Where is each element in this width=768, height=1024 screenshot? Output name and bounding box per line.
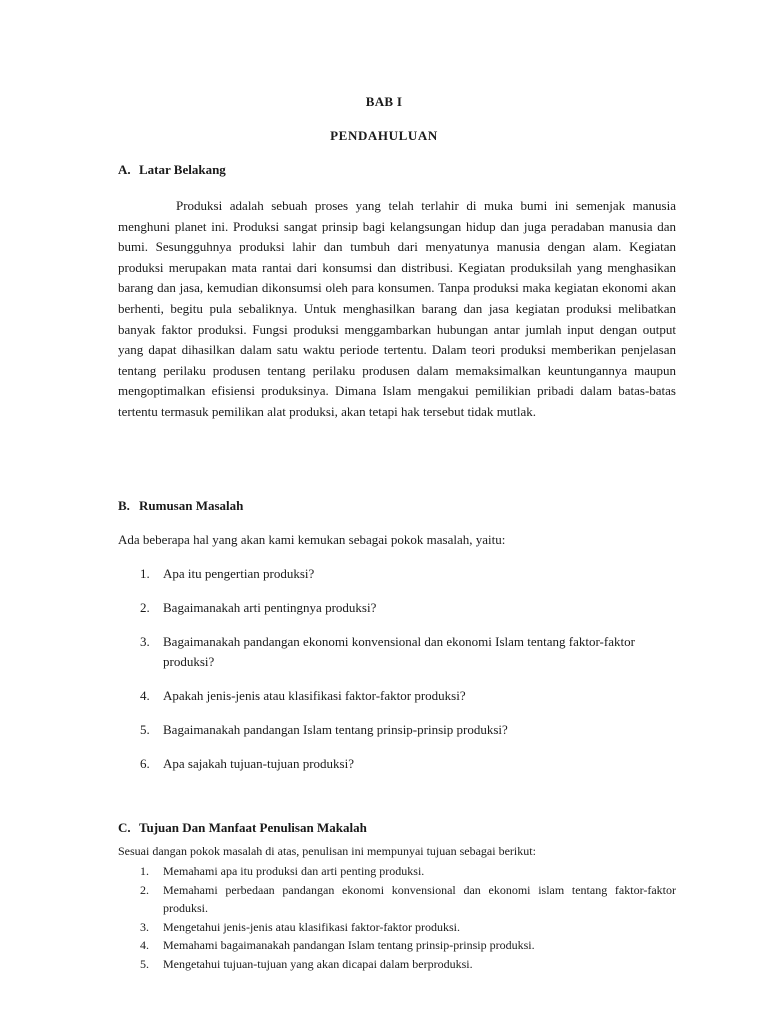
list-text: Apa sajakah tujuan-tujuan produksi? xyxy=(163,756,354,771)
list-text: Bagaimanakah arti pentingnya produksi? xyxy=(163,600,377,615)
list-text: Bagaimanakah pandangan ekonomi konvensional dan ekonomi Islam tentang faktor-faktor produksi? xyxy=(163,634,635,669)
section-b-intro: Ada beberapa hal yang akan kami kemukan sebagai pokok masalah, yaitu: xyxy=(118,532,506,547)
section-a-heading xyxy=(118,162,226,178)
list-number: 5. xyxy=(140,956,149,971)
list-text: Apa itu pengertian produksi? xyxy=(163,566,315,581)
list-item xyxy=(118,918,676,937)
list-text: Mengetahui jenis-jenis atau klasifikasi faktor-faktor produksi. xyxy=(163,919,461,934)
section-c-letter: C. xyxy=(118,820,131,835)
list-number: 5. xyxy=(140,722,150,737)
list-item xyxy=(118,686,678,706)
list-text: Memahami perbedaan pandangan ekonomi konvensional dan ekonomi islam tentang faktor-faktor produksi. xyxy=(163,882,676,915)
chapter-subtitle: PENDAHULUAN xyxy=(330,128,438,143)
list-item xyxy=(118,598,678,618)
list-text: Mengetahui tujuan-tujuan yang akan dicapai dalam berproduksi. xyxy=(163,956,473,971)
section-b-letter: B. xyxy=(118,498,130,513)
list-number: 4. xyxy=(140,938,149,952)
list-item xyxy=(118,881,676,918)
list-number: 3. xyxy=(140,919,149,934)
list-item xyxy=(118,936,676,955)
list-text: Apakah jenis-jenis atau klasifikasi faktor-faktor produksi? xyxy=(163,688,466,703)
section-c-heading xyxy=(118,820,367,836)
list-text: Bagaimanakah pandangan Islam tentang prinsip-prinsip produksi? xyxy=(163,722,508,737)
list-number: 2. xyxy=(140,882,149,897)
section-a-title: Latar Belakang xyxy=(139,162,226,177)
list-item xyxy=(118,955,676,974)
list-number: 6. xyxy=(140,756,150,771)
section-a-paragraph: Produksi adalah sebuah proses yang telah terlahir di muka bumi ini semenjak manusia menghuni planet ini. Produksi sangat prinsip bagi kelangsungan hidup dan juga peradaban manusia dan bumi. Sesungguhnya produksi lahir dan tumbuh dari menyatunya manusia dengan alam. Kegiatan produksi merupakan mata rantai dari konsumsi dan distribusi. Kegiatan produksilah yang menghasikan barang dan jasa, kemudian dikonsumsi oleh para konsumen. Tanpa produksi maka kegiatan ekonomi akan berhenti, begitu pula sebaliknya. Untuk menghasilkan barang dan jasa kegiatan produksi melibatkan banyak faktor produksi. Fungsi produksi menggambarkan hubungan antar jumlah input dengan output yang dapat dihasilkan dalam satu waktu periode tertentu. Dalam teori produksi memberikan penjelasan tentang perilaku produsen tentang perilaku produsen dalam memaksimalkan keuntungannya maupun mengoptimalkan efisiensi produksinya. Dimana Islam mengakui pemilikian pribadi dalam batas-batas tertentu termasuk pemilikan alat produksi, akan tetapi hak tersebut tidak mutlak. xyxy=(118,198,676,419)
section-b-title: Rumusan Masalah xyxy=(139,498,244,513)
list-item xyxy=(118,862,676,881)
list-number: 3. xyxy=(140,634,150,649)
list-item xyxy=(118,632,678,672)
section-b-list xyxy=(118,564,678,788)
list-number: 1. xyxy=(140,864,149,878)
list-text: Memahami bagaimanakah pandangan Islam tentang prinsip-prinsip produksi. xyxy=(163,938,535,952)
section-c-list xyxy=(118,862,676,973)
list-item xyxy=(118,564,678,584)
list-item xyxy=(118,720,678,740)
list-item xyxy=(118,754,678,774)
list-number: 1. xyxy=(140,566,150,581)
section-b-heading xyxy=(118,498,243,514)
chapter-title: BAB I xyxy=(365,94,403,109)
section-a-letter: A. xyxy=(118,162,131,177)
section-c-intro: Sesuai dangan pokok masalah di atas, penulisan ini mempunyai tujuan sebagai berikut: xyxy=(118,844,536,858)
list-number: 2. xyxy=(140,600,150,615)
list-text: Memahami apa itu produksi dan arti penting produksi. xyxy=(163,864,425,878)
list-number: 4. xyxy=(140,688,150,703)
section-c-title: Tujuan Dan Manfaat Penulisan Makalah xyxy=(139,820,367,835)
